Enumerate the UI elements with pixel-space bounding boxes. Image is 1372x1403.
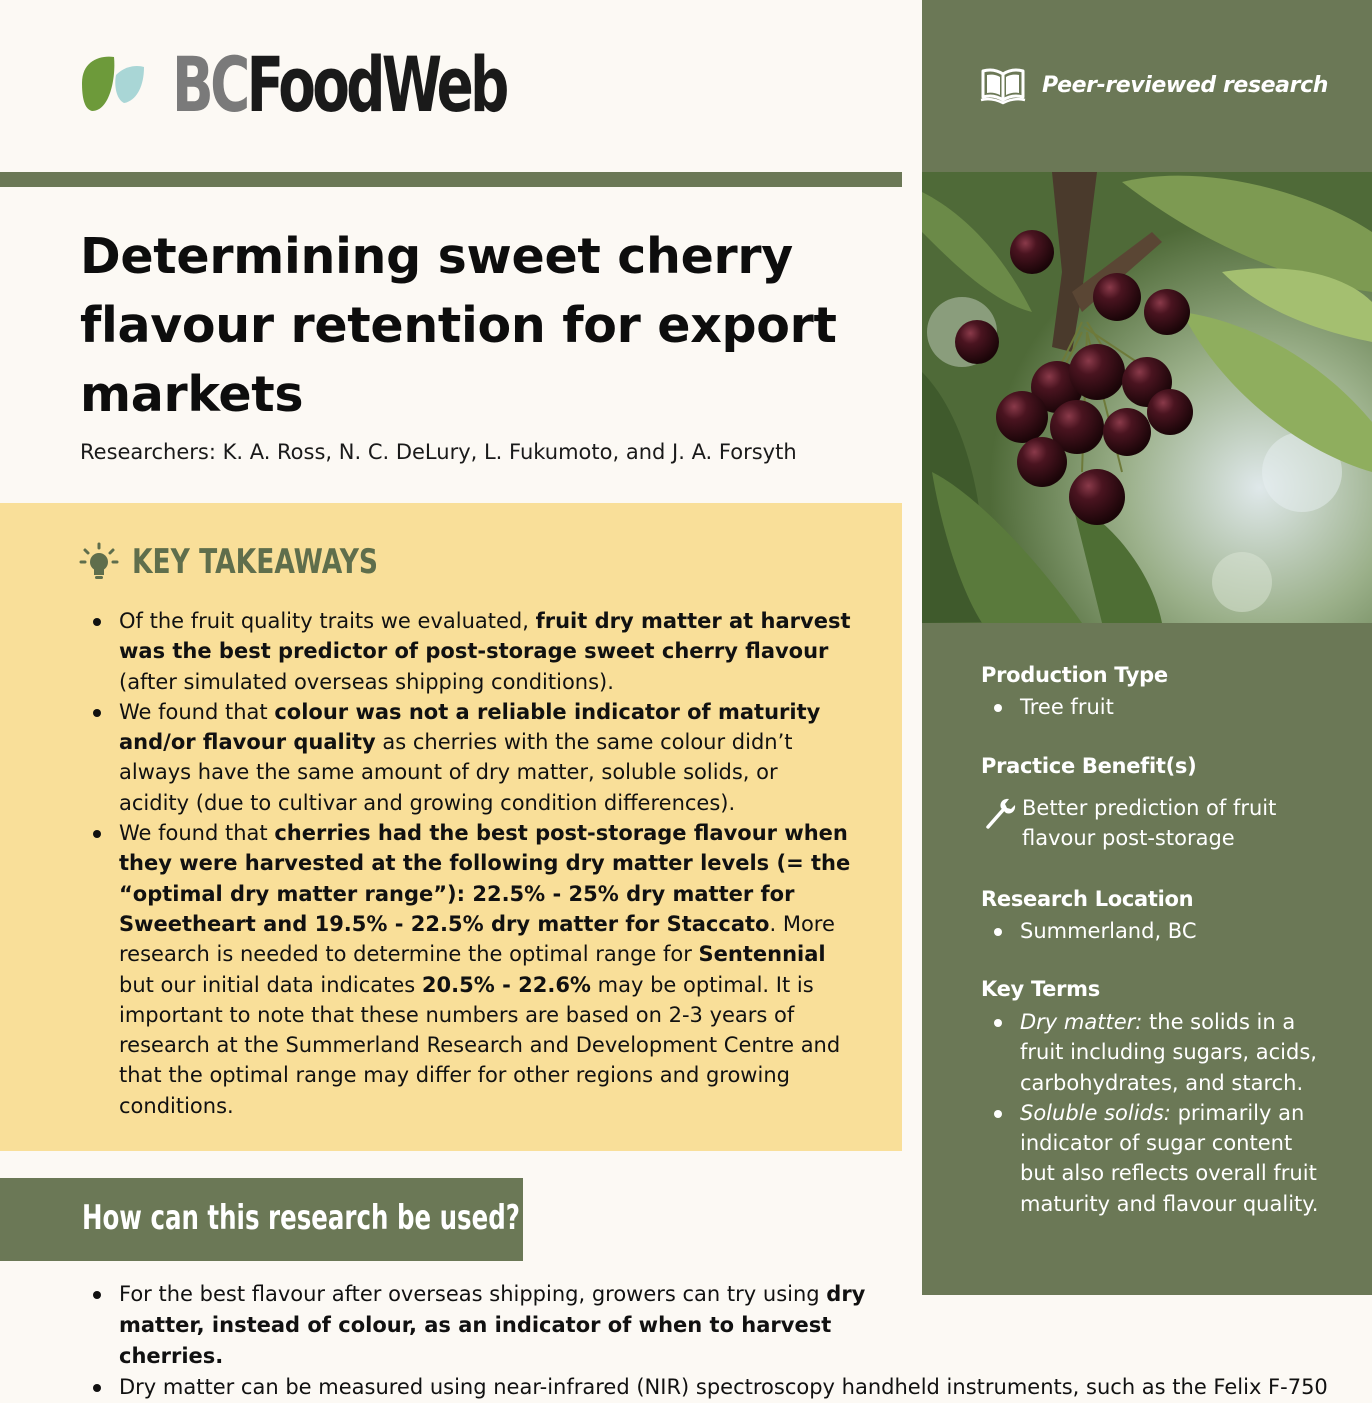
key-takeaways-list (81, 606, 851, 1121)
brand-name-foodweb: FoodWeb (246, 39, 506, 129)
practice-benefit-text: Better prediction of fruit flavour post-storage (1022, 796, 1277, 851)
takeaway-bold: Sentennial (698, 942, 826, 967)
practice-benefit-item (984, 793, 1312, 854)
takeaway-text: but our initial data indicates (119, 972, 422, 997)
brand-logo (80, 39, 635, 129)
key-takeaways-box (0, 503, 902, 1151)
takeaway-text: as cherries with the same colour didn’t always have the same amount of dry matter, soluble solids, or acidity (due to cultivar and growing condition differences). (119, 730, 793, 815)
usage-text: Dry matter can be measured using near-infrared (NIR) spectroscopy handheld instruments, such as the Felix F-750 (119, 1375, 1328, 1399)
wrench-icon (984, 797, 1016, 831)
takeaway-item (81, 697, 851, 818)
key-takeaways-header (80, 539, 447, 585)
usage-item (81, 1372, 1351, 1403)
header-divider (0, 172, 902, 187)
sidebar-header (922, 0, 1372, 172)
book-icon (980, 66, 1026, 104)
practice-benefit-heading: Practice Benefit(s) (981, 754, 1197, 778)
brand-wordmark (172, 40, 506, 129)
takeaway-bold: 20.5% - 22.6% (421, 972, 591, 997)
usage-heading: How can this research be used? (82, 1198, 520, 1238)
key-terms-list (982, 1007, 1332, 1219)
takeaway-text: . More research is needed to determine the optimal range for (119, 911, 835, 967)
usage-item (81, 1279, 931, 1372)
research-location-heading: Research Location (981, 887, 1194, 911)
usage-bold: dry matter, instead of colour, as an indicator of when to harvest cherries. (119, 1282, 866, 1368)
key-term-definition: primarily an indicator of sugar content but also reflects overall fruit maturity and flavour quality. (1020, 1100, 1319, 1216)
peer-reviewed-badge (980, 66, 1328, 104)
takeaway-text: Of the fruit quality traits we evaluated, (119, 609, 536, 633)
takeaway-bold: fruit dry matter at harvest was the best predictor of post-storage sweet cherry flavour (119, 609, 851, 664)
usage-text: For the best flavour after overseas shipping, growers can try using (119, 1282, 827, 1306)
research-location-item: Summerland, BC (982, 916, 1342, 946)
takeaway-item (81, 818, 851, 1121)
takeaway-text: (after simulated overseas shipping conditions). (119, 669, 614, 694)
leaf-logo-icon (80, 53, 146, 115)
cherry-tree-photo (922, 172, 1372, 623)
production-type-list (982, 692, 1342, 722)
peer-reviewed-label: Peer-reviewed research (1042, 72, 1328, 98)
takeaway-item (81, 606, 851, 697)
key-takeaways-heading: KEY TAKEAWAYS (132, 542, 379, 582)
key-terms-heading: Key Terms (981, 977, 1100, 1001)
research-location-list (982, 916, 1342, 946)
key-term-name: Dry matter: (1020, 1010, 1143, 1034)
key-term-item (982, 1098, 1332, 1219)
takeaway-text: We found that (119, 699, 275, 724)
usage-banner (0, 1178, 523, 1261)
usage-list (81, 1279, 1351, 1403)
takeaway-text: may be optimal. It is important to note that these numbers are based on 2-3 years of research at the Summerland Research and Development Centre and that the optimal range may differ for other regions and growing conditions. (119, 972, 841, 1118)
key-term-name: Soluble solids: (1020, 1100, 1171, 1125)
takeaway-bold: cherries had the best post-storage flavour when they were harvested at the following dry matter levels (= the “optimal dry matter range”): 22.5% - 25% dry matter for Sweetheart and 19.5% - 22.5% dry matter for Staccato (119, 821, 851, 936)
sidebar-info-panel (922, 623, 1372, 1295)
takeaway-bold: colour was not a reliable indicator of maturity and/or flavour quality (119, 699, 821, 755)
takeaway-text: We found that (119, 821, 275, 846)
page-title: Determining sweet cherry flavour retention for export markets (80, 228, 837, 423)
researchers-line: Researchers: K. A. Ross, N. C. DeLury, L. Fukumoto, and J. A. Forsyth (80, 440, 797, 464)
key-term-definition: the solids in a fruit including sugars, acids, carbohydrates, and starch. (1020, 1010, 1317, 1095)
production-type-heading: Production Type (981, 663, 1168, 687)
lightbulb-icon (80, 542, 118, 582)
production-type-item: Tree fruit (982, 692, 1342, 722)
key-term-item (982, 1007, 1332, 1098)
brand-name-bc: BC (172, 39, 247, 129)
cherry-photo-illustration (922, 172, 1372, 623)
